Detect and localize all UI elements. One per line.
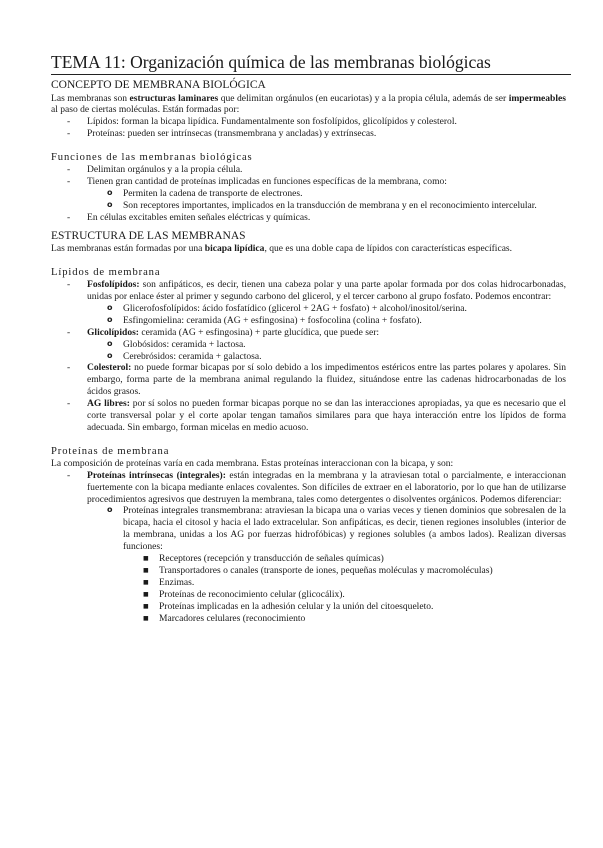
list-item — [51, 470, 566, 625]
functions-list — [123, 553, 566, 624]
bold-term: bicapa lipídica — [204, 243, 265, 255]
function-item: ■ Proteínas de reconocimiento celular (glicocálix). — [51, 589, 566, 601]
text-run: que delimitan orgánulos (en eucariotas) y a la propia célula, además de ser — [218, 92, 509, 104]
text-run: están integradas en la membrana y la atraviesan total o parcialmente, e interaccionan fuertemente con la bicapa mediante enlaces covalentes. Son difíciles de extraer en el laboratorio, por lo que han de utilizarse procedimientos agresivos que destruyen la membrana, tales como detergentes o disolventes orgánicos. Podemos diferenciar: — [87, 469, 566, 505]
bold-term: impermeables — [508, 92, 566, 104]
sub-list — [87, 339, 566, 363]
list-item — [51, 327, 566, 363]
text-run: , que es una doble capa de lípidos con características específicas. — [264, 243, 513, 255]
function-item: ■ Proteínas implicadas en la adhesión celular y la unión del citoesqueleto. — [51, 601, 566, 613]
sub-list — [87, 188, 566, 212]
section-heading-lipidos: Lípidos de membrana — [51, 267, 161, 279]
sub-list-item: o Permiten la cadena de transporte de electrones. — [51, 188, 566, 200]
text-run: ceramida (AG + esfingosina) + parte glucídica, que puede ser: — [139, 326, 380, 338]
text-run: son anfipáticos, es decir, tienen una cabeza polar y una parte apolar formada por dos colas hidrocarbonadas, unidas por enlace éster al primer y segundo carbono del glicerol, y el tercer carbono al grupo fosfato. Podemos encontrar: — [87, 279, 566, 302]
function-item: ■ Transportadores o canales (transporte de iones, pequeñas moléculas y macromoléculas) — [51, 565, 566, 577]
list-item: - Delimitan orgánulos y a la propia célula. — [51, 164, 566, 176]
section-heading-funciones: Funciones de las membranas biológicas — [51, 152, 253, 164]
sub-list — [87, 505, 566, 624]
page-title: TEMA 11: Organización química de las membranas biológicas — [51, 51, 571, 75]
function-item: ■ Receptores (recepción y transducción de señales químicas) — [51, 553, 566, 565]
list-item — [51, 279, 566, 327]
list-item — [51, 362, 566, 398]
bold-term: estructuras laminares — [129, 92, 219, 104]
concepto-list — [51, 116, 566, 140]
text-run: Las membranas están formadas por una — [51, 243, 205, 255]
list-item — [51, 176, 566, 212]
list-item — [51, 398, 566, 434]
section-heading-concepto: CONCEPTO DE MEMBRANA BIOLÓGICA — [51, 79, 266, 91]
section-heading-estructura: ESTRUCTURA DE LAS MEMBRANAS — [51, 229, 246, 242]
lipidos-list — [51, 279, 566, 434]
bold-term: Colesterol: — [87, 362, 132, 374]
concepto-paragraph — [51, 93, 566, 117]
proteinas-intro: La composición de proteínas varía en cada membrana. Estas proteínas interaccionan con la bicapa, y son: — [51, 457, 454, 469]
document-body — [51, 79, 566, 625]
proteinas-list — [51, 470, 566, 625]
sub-list — [87, 303, 566, 327]
sub-list-item: o Cerebrósidos: ceramida + galactosa. — [51, 351, 566, 363]
text-run: Las membranas son — [51, 92, 130, 104]
bold-term: Fosfolípidos: — [87, 279, 140, 291]
bold-term: Glicolípidos: — [87, 326, 139, 338]
funciones-list — [51, 164, 566, 224]
sub-list-item — [51, 505, 566, 624]
function-item: ■ Marcadores celulares (reconocimiento — [51, 613, 566, 625]
sub-list-text: Proteínas integrales transmembrana: atraviesan la bicapa una o varias veces y tienen dominios que sobresalen de la bicapa, hacia el citosol y hacia el lado extracelular. Son anfipáticas, es decir, tienen regiones insolubles (interior de la membrana, unidas a los AG por fuerzas hidrofóbicas) y regiones solubles (a ambos lados). Realizan diversas funciones: — [123, 505, 566, 553]
list-item: - En células excitables emiten señales eléctricas y químicas. — [51, 212, 566, 224]
sub-list-item: o Son receptores importantes, implicados en la transducción de membrana y en el reconocimiento intercelular. — [51, 200, 566, 212]
sub-list-item: o Esfingomielina: ceramida (AG + esfingosina) + fosfocolina (colina + fosfato). — [51, 315, 566, 327]
list-item: - Proteínas: pueden ser intrínsecas (transmembrana y ancladas) y extrínsecas. — [51, 128, 566, 140]
text-run: al paso de ciertas moléculas. Están formadas por: — [51, 104, 240, 116]
bold-term: Proteínas intrínsecas (integrales): — [87, 469, 226, 481]
text-run: no puede formar bicapas por sí solo debido a los impedimentos estéricos entre las partes polares y apolares. Sin embargo, forma parte de la membrana animal regulando la fluidez, situándose entre las cadenas hidrocarbonadas de los ácidos grasos. — [87, 362, 566, 398]
sub-list-item: o Globósidos: ceramida + lactosa. — [51, 339, 566, 351]
estructura-paragraph — [51, 243, 566, 255]
function-item: ■ Enzimas. — [51, 577, 566, 589]
bold-term: AG libres: — [87, 398, 130, 410]
list-item-text: Tienen gran cantidad de proteínas implicadas en funciones específicas de la membrana, como: — [87, 176, 447, 188]
section-heading-proteinas: Proteínas de membrana — [51, 445, 170, 457]
list-item: - Lípidos: forman la bicapa lipídica. Fundamentalmente son fosfolípidos, glicolípidos y colesterol. — [51, 116, 566, 128]
text-run: por sí solos no pueden formar bicapas porque no se dan las interacciones apropiadas, ya que es necesario que el corte transversal polar y el corte apolar tengan tamaños similares para que haya interacción entre los lípidos de forma adecuada. Sin embargo, forman micelas en medio acuoso. — [87, 398, 566, 433]
sub-list-item: o Glicerofosfolípidos: ácido fosfatídico (glicerol + 2AG + fosfato) + alcohol/inositol/serina. — [51, 303, 566, 315]
